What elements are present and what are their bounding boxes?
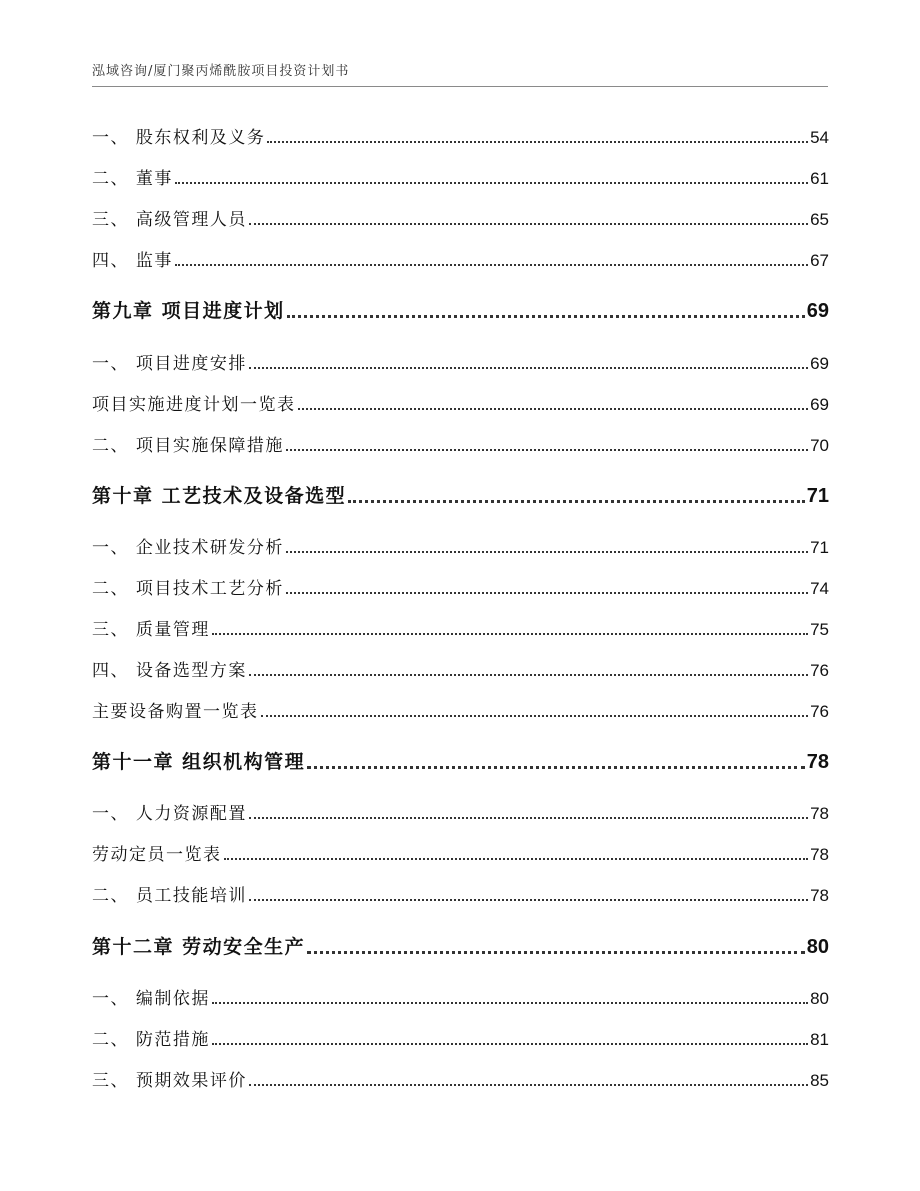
dot-leader (212, 633, 808, 635)
dot-leader (249, 1084, 808, 1086)
toc-entry-page: 69 (810, 354, 829, 373)
toc-entry-label: 二、 项目技术工艺分析 (92, 579, 284, 599)
toc-entry-page: 78 (810, 845, 829, 864)
toc-entry[interactable] (92, 349, 829, 374)
toc-entry[interactable] (92, 799, 829, 824)
toc-entry-label: 四、 设备选型方案 (92, 661, 247, 681)
toc-chapter-label: 第十二章 劳动安全生产 (92, 936, 306, 958)
dot-leader (249, 899, 808, 901)
toc-chapter-label: 第九章 项目进度计划 (92, 300, 285, 322)
toc-entry-page: 76 (810, 702, 829, 721)
toc-entry-page: 85 (810, 1071, 829, 1090)
toc-entry-page: 78 (810, 886, 829, 905)
dot-leader (267, 141, 808, 143)
dot-leader (224, 858, 809, 860)
toc-entry[interactable] (92, 390, 829, 415)
dot-leader (212, 1043, 808, 1045)
dot-leader (249, 817, 808, 819)
toc-entry-label: 劳动定员一览表 (92, 845, 222, 865)
dot-leader (249, 367, 808, 369)
dot-leader (261, 715, 809, 717)
header-rule (92, 86, 828, 87)
toc-entry[interactable] (92, 164, 829, 189)
toc-entry-page: 80 (810, 989, 829, 1008)
dot-leader (286, 592, 808, 594)
toc-chapter[interactable] (92, 481, 829, 508)
toc-entry-label: 主要设备购置一览表 (92, 702, 259, 722)
toc-entry[interactable] (92, 1025, 829, 1050)
toc-entry-label: 二、 项目实施保障措施 (92, 436, 284, 456)
toc-entry-label: 二、 董事 (92, 169, 173, 189)
toc-entry[interactable] (92, 533, 829, 558)
toc-entry-page: 71 (810, 538, 829, 557)
toc-entry-label: 二、 员工技能培训 (92, 886, 247, 906)
dot-leader (175, 182, 808, 184)
toc-chapter-page: 78 (806, 751, 829, 773)
toc-entry[interactable] (92, 246, 829, 271)
toc-entry[interactable] (92, 1066, 829, 1091)
toc-entry[interactable] (92, 656, 829, 681)
toc-chapter-label: 第十章 工艺技术及设备选型 (92, 485, 347, 507)
toc-entry[interactable] (92, 984, 829, 1009)
dot-leader (307, 766, 805, 769)
toc-entry-page: 54 (810, 128, 829, 147)
toc-entry-label: 四、 监事 (92, 251, 173, 271)
toc-entry[interactable] (92, 123, 829, 148)
toc-chapter-page: 71 (806, 485, 829, 507)
toc-entry-page: 75 (810, 620, 829, 639)
dot-leader (175, 264, 808, 266)
dot-leader (286, 551, 808, 553)
dot-leader (212, 1002, 808, 1004)
dot-leader (249, 223, 808, 225)
toc-entry-page: 76 (810, 661, 829, 680)
toc-chapter[interactable] (92, 747, 829, 774)
toc-entry-label: 一、 股东权利及义务 (92, 128, 266, 148)
toc-entry-label: 三、 质量管理 (92, 620, 210, 640)
toc-entry-label: 一、 企业技术研发分析 (92, 538, 284, 558)
toc-entry-page: 78 (810, 804, 829, 823)
toc-chapter-page: 69 (806, 300, 829, 322)
toc-entry-page: 67 (810, 251, 829, 270)
dot-leader (307, 951, 805, 954)
toc-entry[interactable] (92, 615, 829, 640)
toc-entry-label: 一、 编制依据 (92, 989, 210, 1009)
toc-chapter-page: 80 (806, 936, 829, 958)
toc-entry-label: 二、 防范措施 (92, 1030, 210, 1050)
dot-leader (286, 449, 808, 451)
toc-entry-page: 81 (810, 1030, 829, 1049)
toc-chapter[interactable] (92, 932, 829, 959)
toc-entry-page: 69 (810, 395, 829, 414)
toc-entry-label: 三、 高级管理人员 (92, 210, 247, 230)
dot-leader (348, 500, 805, 503)
running-header: 泓域咨询/厦门聚丙烯酰胺项目投资计划书 (92, 64, 350, 79)
toc-entry[interactable] (92, 205, 829, 230)
toc-chapter[interactable] (92, 296, 829, 323)
toc-entry-label: 一、 人力资源配置 (92, 804, 247, 824)
toc-entry-label: 一、 项目进度安排 (92, 354, 247, 374)
toc-entry[interactable] (92, 574, 829, 599)
toc-entry[interactable] (92, 697, 829, 722)
toc-entry-page: 70 (810, 436, 829, 455)
toc-entry-label: 项目实施进度计划一览表 (92, 395, 296, 415)
toc-entry-page: 74 (810, 579, 829, 598)
dot-leader (249, 674, 808, 676)
dot-leader (287, 315, 805, 318)
toc-entry[interactable] (92, 840, 829, 865)
toc-entry-label: 三、 预期效果评价 (92, 1071, 247, 1091)
toc-entry-page: 61 (810, 169, 829, 188)
dot-leader (298, 408, 809, 410)
toc-entry[interactable] (92, 881, 829, 906)
toc-chapter-label: 第十一章 组织机构管理 (92, 751, 306, 773)
toc-entry-page: 65 (810, 210, 829, 229)
toc-entry[interactable] (92, 431, 829, 456)
